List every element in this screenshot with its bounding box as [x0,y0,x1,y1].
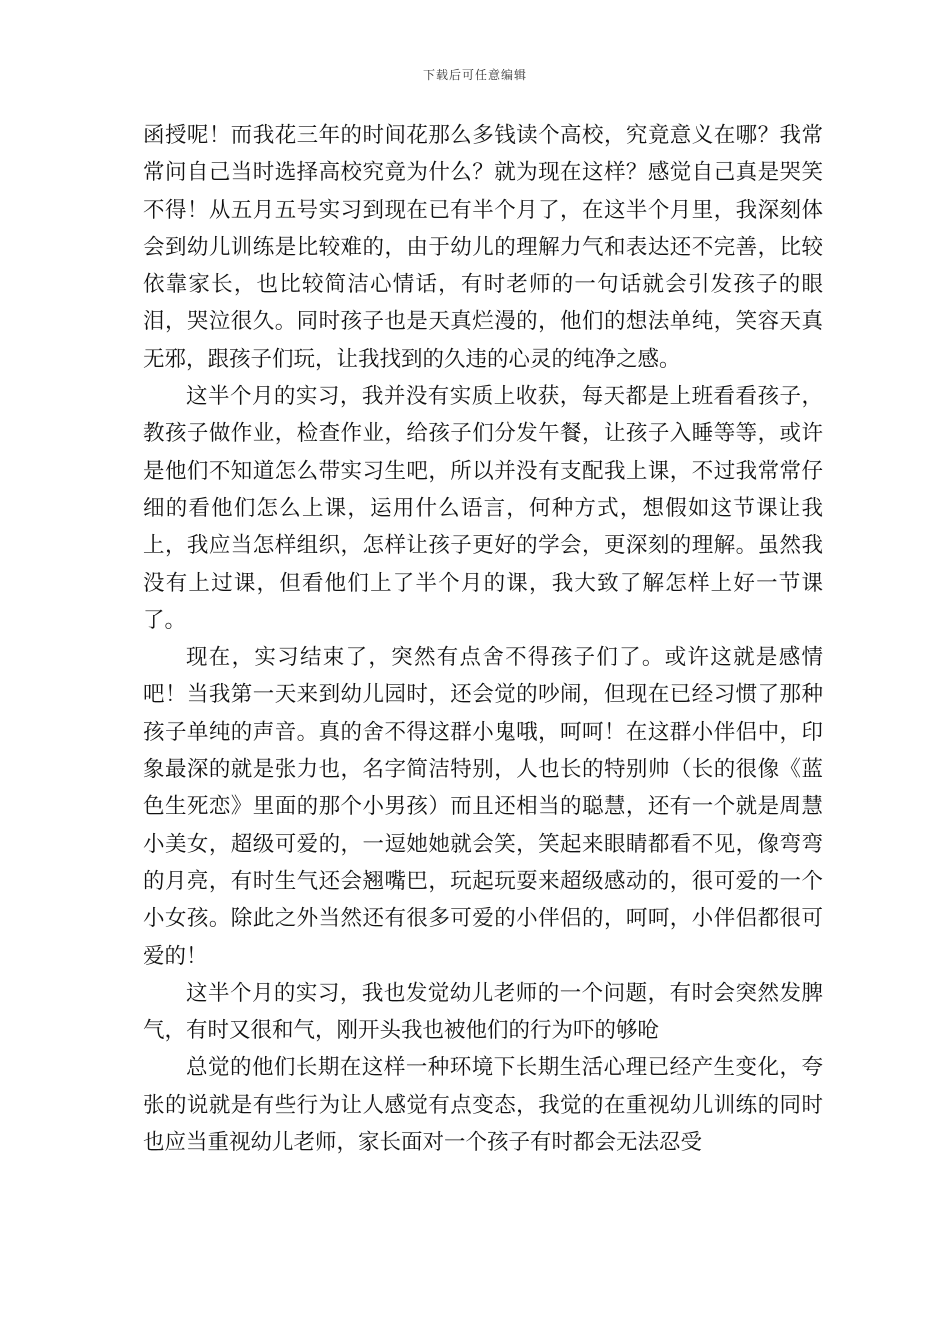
paragraph-2: 这半个月的实习，我并没有实质上收获，每天都是上班看看孩子，教孩子做作业，检查作业，给孩子们分发午餐，让孩子入睡等等，或许是他们不知道怎么带实习生吧，所以并没有支配我上课，不过我常常仔细的看他们怎么上课，运用什么语言，何种方式，想假如这节课让我上，我应当怎样组织，怎样让孩子更好的学会，更深刻的理解。虽然我没有上过课，但看他们上了半个月的课，我大致了解怎样上好一节课了。 [143,384,823,633]
paragraph-1: 函授呢！而我花三年的时间花那么多钱读个高校，究竟意义在哪？我常常问自己当时选择高校究竟为什么？就为现在这样？感觉自己真是哭笑不得！从五月五号实习到现在已有半个月了，在这半个月里，我深刻体会到幼儿训练是比较难的，由于幼儿的理解力气和表达还不完善，比较依靠家长，也比较简洁心情话，有时老师的一句话就会引发孩子的眼泪，哭泣很久。同时孩子也是天真烂漫的，他们的想法单纯，笑容天真无邪，跟孩子们玩，让我找到的久违的心灵的纯净之感。 [143,123,823,372]
page-header: 下载后可任意编辑 [422,68,527,82]
paragraph-5: 总觉的他们长期在这样一种环境下长期生活心理已经产生变化，夸张的说就是有些行为让人感觉有点变态，我觉的在重视幼儿训练的同时也应当重视幼儿老师，家长面对一个孩子有时都会无法忍受 [143,1055,823,1156]
document-body [143,117,823,1161]
paragraph-4: 这半个月的实习，我也发觉幼儿老师的一个问题，有时会突然发脾气，有时又很和气，刚开头我也被他们的行为吓的够呛 [143,980,823,1044]
paragraph-3: 现在，实习结束了，突然有点舍不得孩子们了。或许这就是感情吧！当我第一天来到幼儿园时，还会觉的吵闹，但现在已经习惯了那种孩子单纯的声音。真的舍不得这群小鬼哦，呵呵！在这群小伴侣中，印象最深的就是张力也，名字简洁特别，人也长的特别帅（长的很像《蓝色生死恋》里面的那个小男孩）而且还相当的聪慧，还有一个就是周慧小美女，超级可爱的，一逗她她就会笑，笑起来眼睛都看不见，像弯弯的月亮，有时生气还会翘嘴巴，玩起玩耍来超级感动的，很可爱的一个小女孩。除此之外当然还有很多可爱的小伴侣的，呵呵，小伴侣都很可爱的！ [143,645,823,969]
